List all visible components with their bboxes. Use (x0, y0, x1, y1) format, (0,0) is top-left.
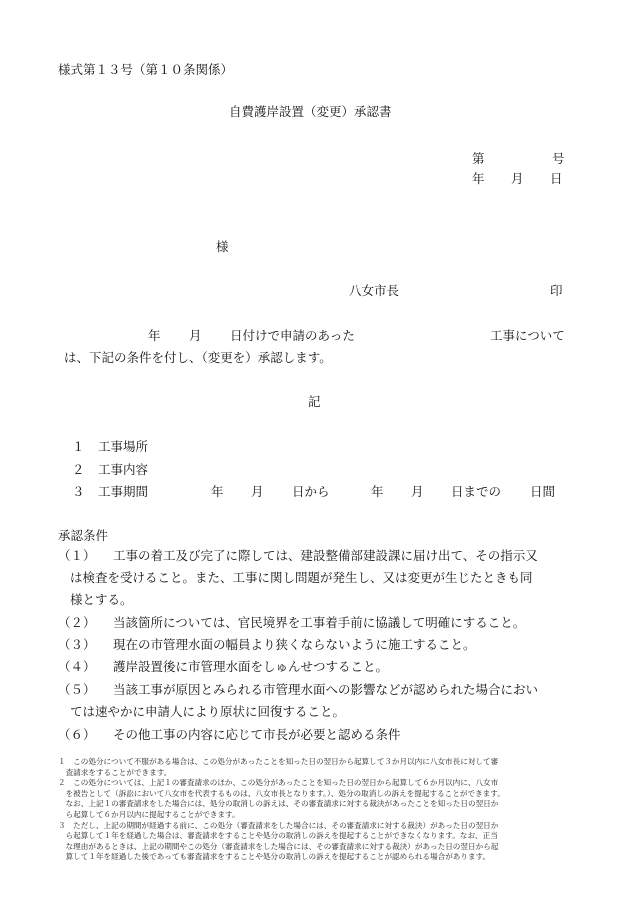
condition-text-line: 工事の着工及び完了に際しては、建設整備部建設課に届け出て、その指示又 (113, 548, 538, 563)
condition-number: （６） (58, 727, 96, 742)
item-number: １ (72, 439, 85, 454)
condition-text-line: 当該工事が原因とみられる市管理水面への影響などが認められた場合におい (113, 682, 539, 697)
period-start-year: 年 (211, 484, 224, 499)
footnote-line: な理由があるときは、上記の期間やこの処分（審査請求をした場合には、その審査請求に対する裁決）があった日の翌日から起 (58, 841, 499, 851)
period-end-year: 年 (371, 484, 384, 499)
item-label-location: 工事場所 (98, 439, 149, 454)
condition-number: （５） (58, 682, 96, 697)
condition-text-line: 現在の市管理水面の幅員より狭くならないように施工すること。 (113, 637, 476, 652)
doc-number-dai: 第 (472, 151, 485, 166)
conditions-heading: 承認条件 (58, 528, 109, 543)
footnote-line: 算して１年を経過した後であっても審査請求をすることや処分の取消しの訴えを提起することが認められる場合があります。 (58, 852, 491, 862)
date-day: 日 (550, 171, 563, 186)
condition-text-line: 様とする。 (70, 592, 133, 607)
period-end-month: 月 (411, 484, 424, 499)
item-label-content: 工事内容 (98, 462, 149, 477)
intro-date-text: 日付けで申請のあった (230, 328, 355, 343)
period-end-day: 日までの (451, 484, 502, 499)
footnote-line: ３ ただし、上記の期間が経過する前に、この処分（審査請求をした場合には、その審査請求に対する裁決）があった日の翌日か (58, 820, 499, 830)
condition-text-line: 護岸設置後に市管理水面をしゅんせつすること。 (113, 659, 389, 674)
condition-number: （１） (58, 548, 96, 563)
intro-year: 年 (148, 328, 161, 343)
intro-work-text: 工事について (490, 328, 565, 343)
addressee-suffix: 様 (216, 239, 229, 254)
doc-number-go: 号 (552, 151, 565, 166)
footnote-line: なお、上記１の審査請求をした場合には、処分の取消しの訴えは、その審査請求に対する裁決があったことを知った日の翌日か (58, 799, 499, 809)
date-year: 年 (472, 171, 485, 186)
intro-line-2: は、下記の条件を付し、（変更を）承認します。 (64, 350, 332, 365)
condition-text-line: 当該箇所については、官民境界を工事着手前に協議して明確にすること。 (113, 615, 526, 630)
footnote-line: を被告として（訴訟において八女市を代表するものは、八女市長となります。）、処分の取消しの訴えを提起することができます。 (58, 788, 505, 798)
issuer: 八女市長 (349, 283, 400, 298)
intro-month: 月 (189, 328, 202, 343)
item-label-period: 工事期間 (98, 484, 149, 499)
period-start-day: 日から (292, 484, 330, 499)
footnote-line: １ この処分について不服がある場合は、この処分があったことを知った日の翌日から起算して３か月以内に八女市長に対して審 (58, 757, 499, 766)
footnotes (58, 757, 578, 863)
period-days: 日間 (530, 484, 556, 499)
condition-number: （２） (58, 615, 96, 630)
condition-text-line: は検査を受けること。また、工事に関し問題が発生し、又は変更が生じたときも同 (70, 570, 533, 585)
document-title: 自費護岸設置（変更）承認書 (229, 104, 392, 119)
condition-text-line: ては速やかに申請人により原状に回復すること。 (70, 704, 346, 719)
seal-mark: 印 (550, 283, 563, 298)
footnote-line: ら起算して６か月以内に提起することができます。 (58, 809, 240, 819)
form-number: 様式第１３号（第１０条関係） (58, 62, 234, 77)
footnote-line: 査請求をすることができます。 (58, 767, 172, 777)
footnote-line: ２ この処分については、上記１の審査請求のほか、この処分があったことを知った日の翌日から起算して６か月以内に、八女市 (58, 778, 499, 788)
condition-number: （４） (58, 659, 96, 674)
item-number: ３ (72, 484, 85, 499)
footnote-line: ら起算して１年を経過した場合は、審査請求をすることや処分の取消しの訴えを提起することができなくなります。なお、正当 (58, 831, 498, 841)
period-start-month: 月 (251, 484, 264, 499)
date-month: 月 (511, 171, 524, 186)
condition-number: （３） (58, 637, 96, 652)
condition-text-line: その他工事の内容に応じて市長が必要と認める条件 (113, 727, 401, 742)
ki-heading: 記 (308, 394, 321, 409)
item-number: ２ (72, 462, 85, 477)
